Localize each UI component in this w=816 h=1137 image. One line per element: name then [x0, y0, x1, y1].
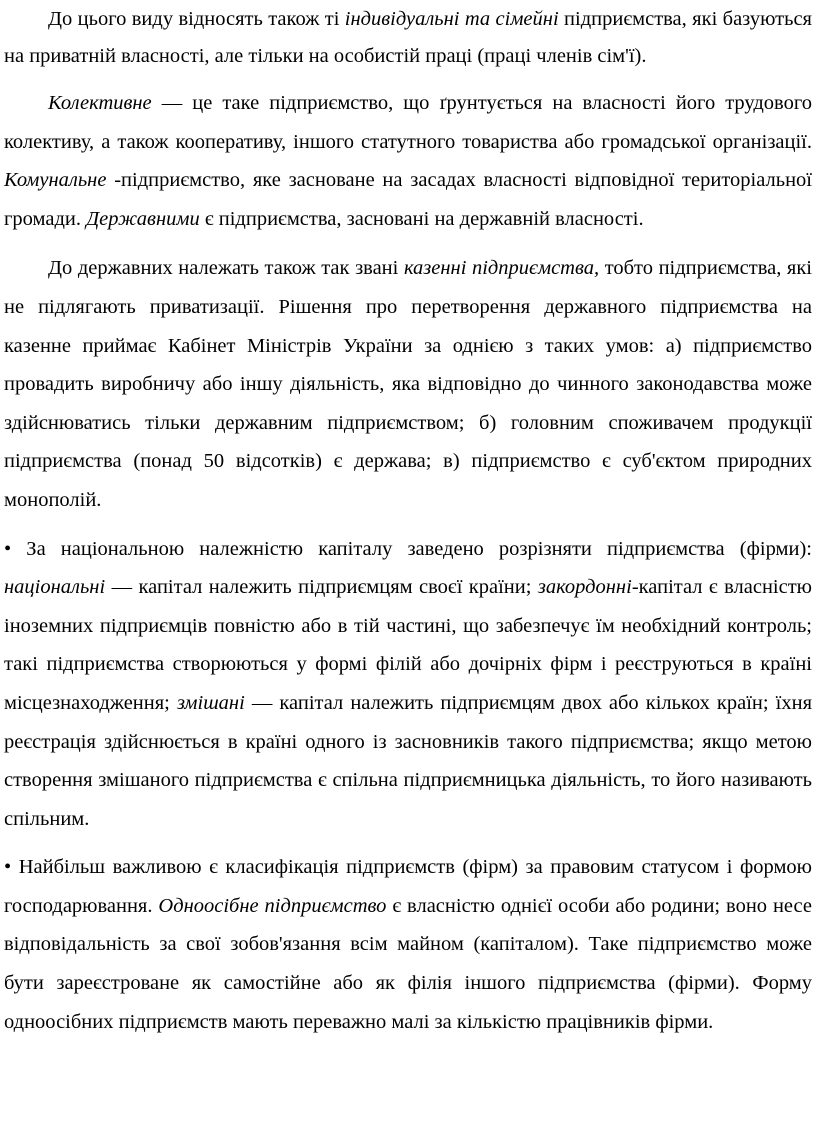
italic-term: Одноосібне підприємство	[158, 894, 387, 917]
text-segment: є підприємства, засновані на державній власності.	[199, 207, 644, 230]
italic-term: змішані	[176, 691, 245, 714]
text-segment: -підприємство, яке засноване на засадах власності відповідної територіальної громади.	[4, 169, 812, 230]
text-segment: До цього виду відносять також ті	[48, 8, 345, 30]
text-segment: підприємства, які базуються на приватній власності, але тільки на особистій праці (праці членів сім'ї).	[4, 8, 812, 67]
italic-term: Колективне	[48, 92, 152, 114]
text-segment: тобто підприємства, які не підлягають приватизації. Рішення про перетворення державного підприємства на казенне приймає Кабінет Міністрів України за однією з таких умов: а) підприємство провадить виробничу або іншу діяльність, яка відповідно до чинного законодавства може здійснюватись тільки державним підприємством; б) головним споживачем продукції підприємства (понад 50 відсотків) є держава; в) підприємство є суб'єктом природних монополій.	[4, 257, 812, 511]
italic-term: казенні підприємства,	[403, 257, 600, 280]
text-segment: — капітал належить підприємцям своєї країни;	[105, 576, 538, 599]
italic-term: національні	[4, 576, 106, 599]
paragraph-family-enterprises	[4, 1, 812, 74]
paragraph-legal-status	[4, 848, 812, 1041]
paragraph-national-capital	[4, 530, 812, 839]
text-segment: До державних належать також так звані	[48, 257, 404, 280]
italic-term: Комунальне	[4, 169, 107, 192]
text-segment: — капітал належить підприємцям двох або кількох країн; їхня реєстрація здійснюється в країні одного із засновників такого підприємства; якщо метою створення змішаного підприємства є спільна підприємницька діяльність, то його називають спільним.	[4, 691, 813, 830]
italic-term: закордонні	[537, 576, 632, 599]
paragraph-state-enterprises	[4, 249, 812, 519]
text-segment: • За національною належністю капіталу заведено розрізняти підприємства (фірми):	[4, 537, 812, 560]
text-segment: — це таке підприємство, що ґрунтується на власності його трудового колективу, а також кооперативу, іншого статутного товариства або громадської організації.	[4, 92, 812, 153]
text-segment: є власністю однієї особи або родини; воно несе відповідальність за свої зобов'язання всім майном (капіталом). Таке підприємство може бути зареєстроване як самостійне або як філія іншого підприємства (фірми). Форму одноосібних підприємств мають переважно малі за кількістю працівників фірми.	[4, 894, 812, 1033]
text-segment: • Найбільш важливою є класифікація підприємств (фірм) за правовим статусом і формою господарювання.	[4, 856, 812, 917]
italic-term: Державними	[86, 207, 200, 230]
text-segment: -капітал є власністю іноземних підприємців повністю або в тій частині, що забезпечує їм необхідний контроль; такі підприємства створюються у формі філій або дочірніх фірм і реєструються в країні місцезнаходження;	[4, 576, 812, 714]
italic-term: індивідуальні та сімейні	[344, 8, 559, 30]
paragraph-collective-enterprises	[4, 84, 812, 238]
